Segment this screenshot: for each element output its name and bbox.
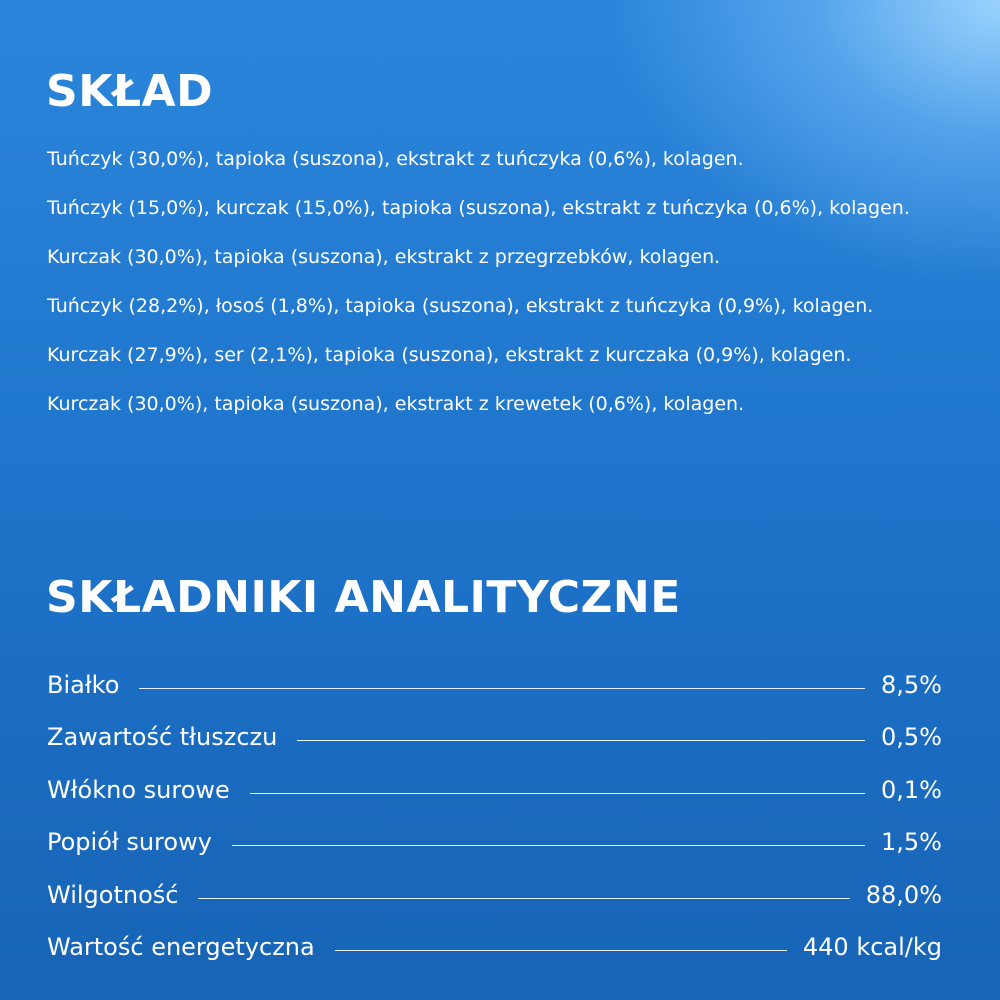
analytical-label: Białko — [47, 670, 120, 699]
leader-line — [232, 845, 865, 846]
analytical-label: Włókno surowe — [47, 775, 230, 804]
analytical-table — [47, 648, 942, 963]
leader-line — [297, 740, 865, 741]
leader-line — [198, 898, 849, 899]
composition-item: Tuńczyk (28,2%), łosoś (1,8%), tapioka (suszona), ekstrakt z tuńczyka (0,9%), kolagen. — [47, 295, 874, 317]
composition-item: Kurczak (27,9%), ser (2,1%), tapioka (suszona), ekstrakt z kurczaka (0,9%), kolagen. — [47, 344, 852, 366]
composition-item: Kurczak (30,0%), tapioka (suszona), ekstrakt z krewetek (0,6%), kolagen. — [47, 393, 745, 415]
analytical-label: Zawartość tłuszczu — [47, 723, 278, 751]
composition-heading: SKŁAD — [46, 66, 214, 117]
analytical-row — [47, 648, 942, 701]
analytical-value: 88,0% — [865, 880, 942, 909]
analytical-heading: SKŁADNIKI ANALITYCZNE — [46, 572, 681, 623]
analytical-row — [47, 753, 942, 806]
analytical-label: Popiół surowy — [47, 828, 212, 856]
analytical-row — [47, 858, 942, 911]
composition-list — [47, 147, 947, 441]
analytical-value: 440 kcal/kg — [802, 933, 942, 961]
leader-line — [250, 793, 865, 794]
leader-line — [139, 688, 865, 689]
analytical-label: Wartość energetyczna — [47, 933, 315, 961]
analytical-row — [47, 911, 942, 964]
composition-item: Tuńczyk (15,0%), kurczak (15,0%), tapioka (suszona), ekstrakt z tuńczyka (0,6%), kolagen. — [47, 197, 910, 219]
analytical-value: 1,5% — [881, 828, 942, 856]
analytical-value: 0,5% — [881, 723, 942, 751]
analytical-value: 0,1% — [881, 775, 942, 804]
analytical-row — [47, 806, 942, 859]
analytical-row — [47, 701, 942, 754]
analytical-value: 8,5% — [881, 670, 942, 699]
leader-line — [335, 950, 787, 951]
analytical-label: Wilgotność — [47, 880, 179, 909]
composition-item: Tuńczyk (30,0%), tapioka (suszona), ekstrakt z tuńczyka (0,6%), kolagen. — [47, 148, 744, 170]
composition-item: Kurczak (30,0%), tapioka (suszona), ekstrakt z przegrzebków, kolagen. — [47, 246, 721, 268]
